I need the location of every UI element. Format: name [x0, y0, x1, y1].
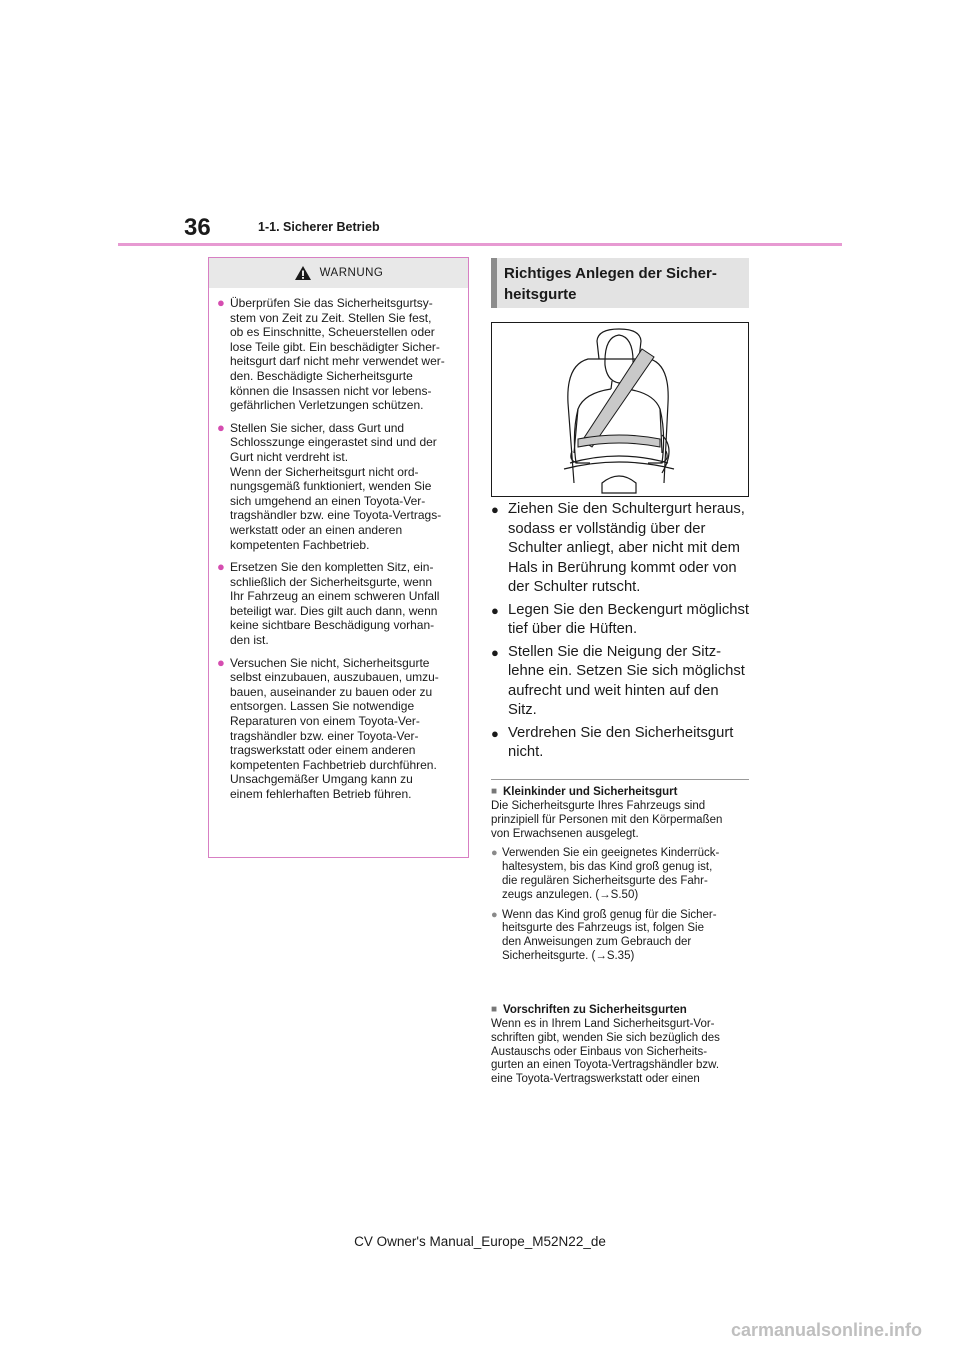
warning-box	[208, 257, 469, 858]
list-item-text: Verdrehen Sie den Sicherheitsgurt nicht.	[508, 724, 734, 760]
list-item	[491, 847, 753, 902]
bullet-icon: ●	[491, 725, 499, 741]
bullet-icon: ●	[217, 419, 225, 435]
instruction-list	[490, 500, 752, 766]
warning-item-text: Überprüfen Sie das Sicherheitsgurtsy- stem von Zeit zu Zeit. Stellen Sie fest, ob es Einschnitte, Scheuerstellen oder lose Teile gibt. Ein beschädigter Sicher- heitsgurt darf nicht mehr verwendet wer- den. Beschädigte Sicherheitsgurte können die Insassen nicht vor lebens- gefährlichen Verletzungen schützen.	[230, 296, 445, 413]
list-item	[490, 601, 752, 640]
list-item	[490, 724, 752, 763]
bullet-icon: ●	[491, 847, 498, 860]
warning-item	[217, 296, 458, 413]
page-number: 36	[184, 214, 211, 241]
list-item-text: Verwenden Sie ein geeignetes Kinderrück- haltesystem, bis das Kind groß genug ist, die regulären Sicherheitsgurte des Fahr- zeugs anzulegen. (→S.50)	[502, 847, 720, 901]
warning-item-text: Versuchen Sie nicht, Sicherheitsgurte selbst einzubauen, auszubauen, umzu- bauen, auseinander zu bauen oder zu entsorgen. Lassen Sie notwendige Reparaturen von einem Toyota-Ver- tragshändler bzw. einer Toyota-Ver- tragswerkstatt oder einem anderen kompetenten Fachbetrieb durchführen. Unsachgemäßer Umgang kann zu einem fehlerhaften Betrieb führen.	[230, 655, 439, 801]
regulations-section	[491, 1003, 753, 1087]
warning-item-text: Stellen Sie sicher, dass Gurt und Schlosszunge eingerastet sind und der Gurt nicht verdreht ist. Wenn der Sicherheitsgurt nicht ord- nungsgemäß funktioniert, wenden Sie sich umgehend an einen Toyota-Ver- tragshändler bzw. eine Toyota-Vertrags- werkstatt oder an einen anderen kompetenten Fachbetrieb.	[230, 420, 442, 552]
section-heading-box	[491, 258, 749, 308]
bullet-icon: ●	[491, 602, 499, 618]
seatbelt-person-icon	[492, 323, 748, 496]
list-item	[490, 500, 752, 598]
bullet-icon: ●	[491, 908, 498, 921]
square-bullet-icon: ■	[491, 1004, 498, 1015]
list-item-text: Wenn das Kind groß genug für die Sicher- heitsgurte des Fahrzeugs ist, folgen Sie den Anweisungen zum Gebrauch der Sicherheitsgurte. (→S.35)	[502, 908, 717, 962]
warning-header	[209, 258, 468, 288]
bullet-icon: ●	[217, 654, 225, 670]
warning-item	[217, 560, 458, 648]
subsection-heading	[491, 785, 753, 799]
warning-triangle-icon	[294, 265, 312, 281]
warning-item	[217, 421, 458, 552]
warning-item	[217, 656, 458, 802]
list-item	[490, 643, 752, 721]
header-divider	[118, 243, 842, 246]
warning-item-text: Ersetzen Sie den kompletten Sitz, ein- schließlich der Sicherheitsgurte, wenn Ihr Fahrzeug an einem schweren Unfall beteiligt war. Dies gilt auch dann, wenn keine sichtbare Beschädigung vorhan- den ist.	[230, 560, 440, 648]
bullet-icon: ●	[491, 502, 499, 517]
subsection-heading-text: Kleinkinder und Sicherheitsgurt	[503, 786, 678, 798]
warning-title: WARNUNG	[319, 267, 384, 279]
footer-manual-name: CV Owner's Manual_Europe_M52N22_de	[354, 1234, 606, 1249]
section-heading: Richtiges Anlegen der Sicher- heitsgurte	[504, 265, 717, 303]
bullet-icon: ●	[491, 644, 499, 660]
children-section	[491, 785, 753, 964]
list-item-text: Ziehen Sie den Schultergurt heraus, sodass er vollständig über der Schulter anliegt, aber nicht mit dem Hals in Berührung kommt oder von der Schulter rutscht.	[508, 501, 745, 595]
subsection-paragraph: Die Sicherheitsgurte Ihres Fahrzeugs sind prinzipiell für Personen mit den Körpermaßen von Erwachsenen ausgelegt.	[491, 800, 723, 840]
subsection-heading-text: Vorschriften zu Sicherheitsgurten	[503, 1004, 687, 1016]
seatbelt-illustration	[491, 322, 749, 497]
subsection-divider	[491, 779, 749, 780]
watermark-logo: carmanualsonline.info	[730, 1320, 922, 1340]
bullet-icon: ●	[217, 295, 225, 310]
list-item	[491, 909, 753, 964]
bullet-icon: ●	[217, 559, 225, 575]
list-item-text: Legen Sie den Beckengurt möglichst tief über die Hüften.	[508, 601, 750, 637]
square-bullet-icon: ■	[491, 786, 498, 797]
subsection-heading	[491, 1003, 753, 1017]
list-item-text: Stellen Sie die Neigung der Sitz- lehne ein. Setzen Sie sich möglichst aufrecht und weit hinten auf den Sitz.	[508, 643, 745, 718]
warning-body	[209, 288, 468, 802]
section-title: 1-1. Sicherer Betrieb	[258, 220, 380, 234]
subsection-paragraph: Wenn es in Ihrem Land Sicherheitsgurt-Vor- schriften gibt, wenden Sie sich bezüglich des Austauschs oder Einbaus von Sicherheits- gurten an einen Toyota-Vertragshändler bzw. eine Toyota-Vertragswerkstatt oder einen	[491, 1018, 720, 1086]
